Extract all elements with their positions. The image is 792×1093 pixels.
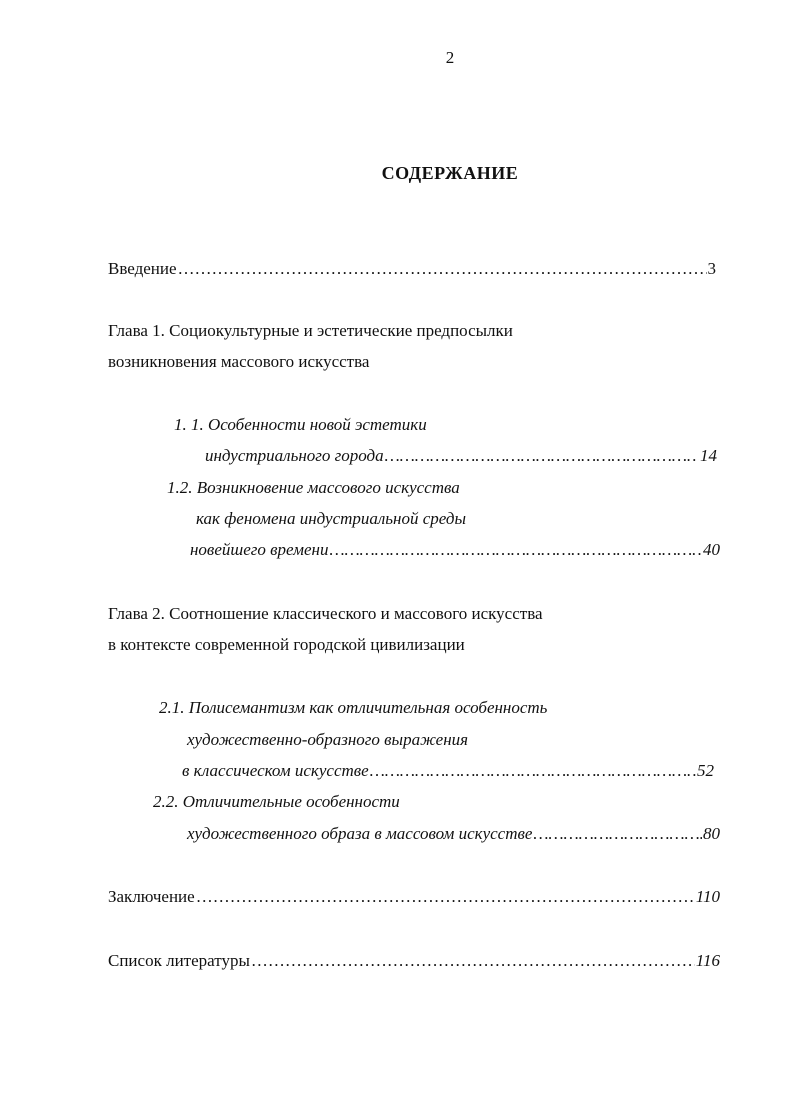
section-2-2-line1[interactable]: 2.2. Отличительные особенности bbox=[153, 792, 400, 811]
toc-entry-label: новейшего времени bbox=[190, 540, 329, 559]
toc-entry-label: Список литературы bbox=[108, 951, 250, 970]
page-number: 2 bbox=[445, 48, 455, 67]
toc-entry-page: 80 bbox=[703, 824, 720, 843]
toc-entry-label: Введение bbox=[108, 259, 177, 278]
chapter-2-title-line1[interactable]: Глава 2. Соотношение классического и массового искусства bbox=[108, 604, 543, 623]
toc-entry-page: 52 bbox=[697, 761, 714, 780]
toc-entry-page: 14 bbox=[700, 446, 717, 465]
dot-leader bbox=[385, 446, 699, 466]
toc-entry-conclusion[interactable] bbox=[108, 887, 720, 907]
section-1-1-line1[interactable]: 1. 1. Особенности новой эстетики bbox=[174, 415, 427, 434]
toc-entry-label: Заключение bbox=[108, 887, 195, 906]
toc-entry-intro[interactable] bbox=[108, 259, 716, 279]
chapter-2-title-line2[interactable]: в контексте современной городской цивилизации bbox=[108, 635, 465, 654]
section-2-1-line1[interactable]: 2.1. Полисемантизм как отличительная особенность bbox=[159, 698, 548, 717]
dot-leader bbox=[329, 540, 702, 560]
chapter-1-title-line1[interactable]: Глава 1. Социокультурные и эстетические предпосылки bbox=[108, 321, 513, 340]
section-2-1-line2[interactable]: художественно-образного выражения bbox=[187, 730, 469, 749]
toc-entry-section-2-2[interactable] bbox=[187, 824, 720, 844]
dot-leader bbox=[533, 824, 702, 844]
toc-entry-page: 40 bbox=[703, 540, 720, 559]
dot-leader bbox=[370, 761, 696, 781]
toc-entry-references[interactable] bbox=[108, 951, 720, 971]
toc-entry-page: 110 bbox=[695, 887, 720, 906]
toc-entry-label: индустриального города bbox=[205, 446, 384, 465]
toc-entry-label: художественного образа в массовом искусстве bbox=[187, 824, 533, 843]
section-1-2-line2[interactable]: как феномена индустриальной среды bbox=[196, 509, 466, 528]
dot-leader bbox=[178, 259, 707, 279]
chapter-1-title-line2[interactable]: возникновения массового искусства bbox=[108, 352, 370, 371]
toc-entry-page: 3 bbox=[707, 259, 716, 278]
toc-entry-label: в классическом искусстве bbox=[182, 761, 369, 780]
toc-entry-section-2-1[interactable] bbox=[182, 761, 714, 781]
dot-leader bbox=[251, 951, 695, 971]
toc-title: СОДЕРЖАНИЕ bbox=[381, 163, 519, 183]
toc-entry-section-1-1[interactable] bbox=[205, 446, 717, 466]
section-1-2-line1[interactable]: 1.2. Возникновение массового искусства bbox=[167, 478, 460, 497]
toc-entry-page: 116 bbox=[695, 951, 720, 970]
dot-leader bbox=[196, 887, 695, 907]
toc-entry-section-1-2[interactable] bbox=[190, 540, 720, 560]
